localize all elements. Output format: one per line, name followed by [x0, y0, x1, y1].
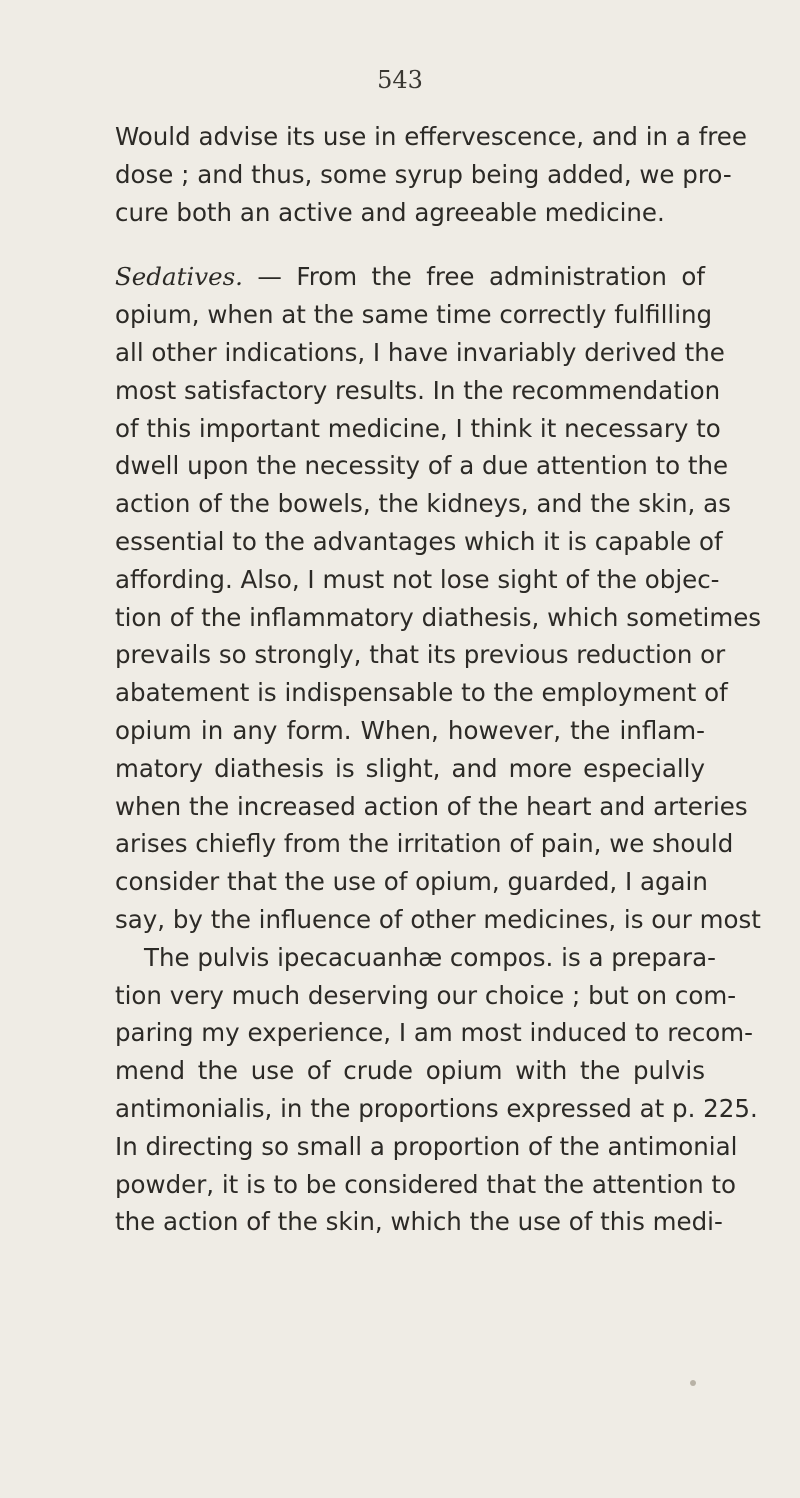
text-line: antimonialis, in the proportions expressed at p. 225.	[115, 1093, 758, 1123]
text-line: dwell upon the necessity of a due attention to the	[115, 451, 729, 481]
text-line: In directing so small a proportion of the antimonial	[115, 1131, 738, 1161]
text-line: The pulvis ipecacuanhæ compos. is a prepara-	[144, 942, 716, 972]
text-line: matory diathesis is slight, and more especially	[115, 753, 705, 783]
text-line-with-heading	[115, 258, 705, 296]
text-fragment: — From the free administration of	[242, 262, 705, 292]
text-line: the action of the skin, which the use of this medi-	[115, 1207, 723, 1237]
text-line: of this important medicine, I think it necessary to	[115, 413, 721, 443]
text-line: most satisfactory results. In the recommendation	[115, 375, 721, 405]
text-line: tion very much deserving our choice ; but on com-	[115, 980, 737, 1010]
text-line: paring my experience, I am most induced to recom-	[115, 1018, 753, 1048]
page-number: 543	[377, 66, 423, 94]
text-line: affording. Also, I must not lose sight of the objec-	[115, 564, 720, 594]
body-text	[115, 118, 762, 1241]
text-line: when the increased action of the heart and arteries	[115, 791, 748, 821]
text-line: cure both an active and agreeable medicine.	[115, 197, 665, 227]
text-line: arises chiefly from the irritation of pain, we should	[115, 829, 734, 859]
text-line: action of the bowels, the kidneys, and the skin, as	[115, 489, 731, 519]
text-line: abatement is indispensable to the employment of	[115, 678, 728, 708]
paragraph-1	[115, 118, 747, 231]
text-line: essential to the advantages which it is capable of	[115, 526, 723, 556]
paper-speck	[690, 1380, 696, 1386]
text-line: Would advise its use in effervescence, and in a free	[115, 122, 747, 151]
text-line: dose ; and thus, some syrup being added, we pro-	[115, 159, 732, 189]
paragraph-3	[115, 939, 758, 1241]
text-line: consider that the use of opium, guarded, I again	[115, 867, 708, 897]
text-line: opium in any form. When, however, the inflam-	[115, 715, 705, 745]
text-line: powder, it is to be considered that the attention to	[115, 1169, 737, 1199]
paragraph-2	[115, 258, 762, 938]
text-line: opium, when at the same time correctly fulfilling	[115, 300, 713, 330]
text-line: tion of the inflammatory diathesis, which sometimes	[115, 602, 762, 632]
text-line: all other indications, I have invariably derived the	[115, 337, 725, 367]
text-line: prevails so strongly, that its previous reduction or	[115, 640, 726, 670]
text-line: say, by the influence of other medicines, is our most	[115, 904, 761, 934]
section-heading: Sedatives.	[115, 262, 243, 292]
text-line: mend the use of crude opium with the pulvis	[115, 1056, 705, 1086]
